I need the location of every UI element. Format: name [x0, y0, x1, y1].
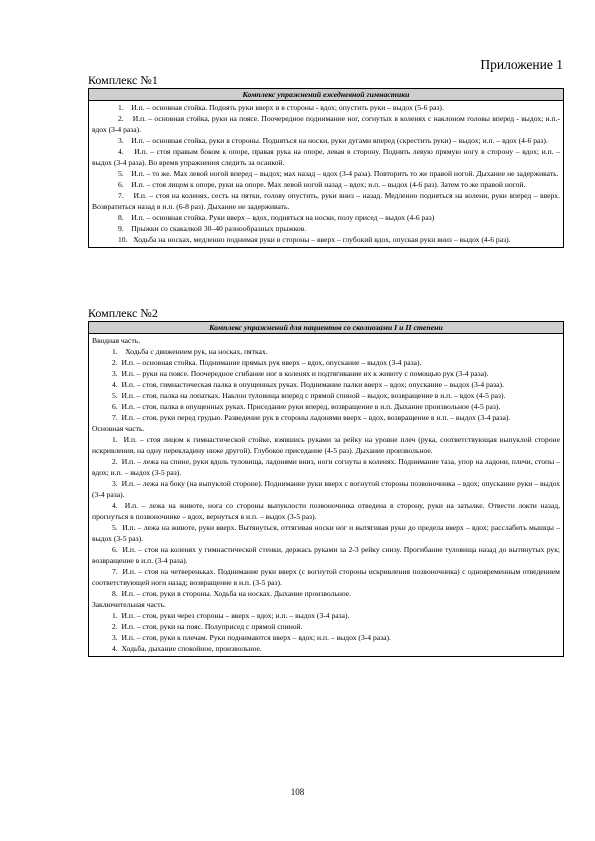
complex-1-body: [89, 101, 563, 247]
intro-item: 4. И.п. – стоя, гимнастическая палка в опущенных руках. Поднимание палки вверх – вдох; опускание – выдох (3-4 раза).: [112, 380, 504, 389]
intro-item: 3. И.п. – руки на поясе. Поочередное сгибание ног в коленях и подтягивание их к животу с помощью рук (3-4 раза).: [112, 369, 489, 378]
final-item: 2. И.п. – стоя, руки на пояс. Полуприсед с прямой спиной.: [112, 622, 303, 631]
complex-1-item: 1. И.п. – основная стойка. Поднять руки вверх и в стороны - вдох; опустить руки – выдох (5-6 раз).: [118, 103, 444, 112]
complex-1-item: 8. И.п. – основная стойка. Руки вверх – вдох, подняться на носки, полу присед – выдох (4-6 раз): [118, 213, 435, 222]
intro-item: 2. И.п. – основная стойка. Поднимание прямых рук вверх – вдох, опускание – выдох (3-4 раза).: [112, 358, 422, 367]
complex-1-item: 10. Ходьба на носках, медленно поднимая руки в стороны – вверх – глубокий вдох, опуская руки вниз – выдох (4-6 раз).: [118, 235, 511, 244]
complex-1-item: 7. И.п. – стоя на коленях, сесть на пятки, голову опустить, руки вниз – назад. Медленно подняться на колени, руки вперед – вверх. Возвратиться назад в и.п. (6-8 раз). Дыхание не задерживать.: [92, 191, 560, 211]
main-item: 3. И.п. – лежа на боку (на выпуклой стороне). Поднимание руки вверх с вогнутой стороны позвоночника – вдох; опускание руки – выдох (3-4 раза).: [92, 479, 560, 499]
main-item: 5. И.п. – лежа на животе, руки вверх. Вытянуться, оттягивая носки ног и вытягивая руки до предела вверх – вдох; расслабить мышцы – выдох (3-5 раз).: [92, 523, 560, 543]
complex-1-item: 4. И.п. – стоя правым боком к опоре, правая рука на опоре, левая в сторону. Поднять левую прямую ногу в сторону – вдох; и.п. – выдох (3-4 раза). Во время упражнения следить за осанкой.: [92, 147, 560, 167]
intro-item: 7. И.п. – стоя, руки перед грудью. Разведение рук в стороны ладонями вверх – вдох, возвращение в и.п. – выдох (3-4 раза).: [112, 413, 511, 422]
intro-item: 5. И.п. – стоя, палка на лопатках. Наклон туловища вперед с прямой спиной – выдох, возвращение в и.п. – вдох (4-5 раз).: [112, 391, 506, 400]
complex-1-item: 9. Прыжки со скакалкой 30–40 разнообразных прыжков.: [118, 224, 307, 233]
final-item: 1. И.п. – стоя, руки через стороны – вверх – вдох; и.п. – выдох (3-4 раза).: [112, 611, 350, 620]
page-number: 108: [290, 787, 305, 797]
final-item: 3. И.п. – стоя, руки к плечам. Руки поднимаются вверх – вдох; и.п. – выдох (3-4 раза).: [112, 633, 391, 642]
complex-1-table: [88, 88, 564, 248]
intro-item: 6. И.п. – стоя, палка в опущенных руках. Приседание руки вперед, возвращение в и.п. Дыхание произвольное (4-5 раз).: [112, 402, 501, 411]
main-item: 4. И.п. – лежа на животе, нога со стороны выпуклости позвоночника отведена в сторону, руки на затылке. Отвести локти назад, прогнуться в позвоночнике – вдох, вернуться в и.п. – выдох (3-5 раз).: [92, 501, 560, 521]
final-item: 4. Ходьба, дыхание спокойное, произвольное.: [112, 644, 262, 653]
complex-2-body: [89, 334, 563, 656]
main-item: 2. И.п. – лежа на спине, руки вдоль туловища, ладонями вниз, ноги согнуты в коленях. Поднимание таза, упор на ладони, плечи, стопы – вдох; и.п. – выдох (3-5 раз).: [92, 457, 560, 477]
complex-1-item: 3. И.п. – основная стойка, руки в стороны. Подняться на носки, руки дугами вперед (скрестить руки) – выдох; и.п. – вдох (4-6 раз).: [118, 136, 548, 145]
complex-1-item: 2. И.п. – основная стойка, руки на поясе. Поочередное поднимание ног, согнутых в коленях с наклоном головы вперед - выдох; и.п.- вдох (3-4 раза).: [92, 114, 560, 134]
main-item: 7. И.п. – стоя на четвереньках. Поднимание руки вверх (с вогнутой стороны искривления позвоночника) с одновременным отведением соответствующей ноги назад; возвращение в и.п. (3-5 раз).: [92, 567, 560, 587]
complex-1-item: 5. И.п. – то же. Мах левой ногой вперед – выдох; мах назад – вдох (3-4 раза). Повторить то же правой ногой. Дыхание не задерживать.: [118, 169, 559, 178]
complex-1-header: Комплекс упражнений ежедневной гимнастики: [89, 89, 563, 101]
intro-section-title: Вводная часть.: [92, 336, 141, 345]
main-item: 6. И.п. – стоя на коленях у гимнастической стенки, держась руками за 2-3 рейку снизу. Прогибание туловища назад до вытянутых рук; возвращение в и.п. (3-4 раза).: [92, 545, 560, 565]
intro-item: 1. Ходьба с движением рук, на носках, пятках.: [112, 347, 268, 356]
main-item: 1. И.п. – стоя лицом к гимнастической стойке, взявшись руками за рейку на уровне плеч (рука, соответствующая выпуклой стороне искривления, на одну перекладину ниже другой). Глубокое приседание (4-5 раз). Дыхание произвольное.: [92, 435, 560, 455]
complex-2-header: Комплекс упражнений для пациентов со сколиозами I и II степени: [89, 322, 563, 334]
appendix-title: Приложение 1: [480, 57, 563, 72]
complex-1-item: 6. И.п. – стоя лицом к опоре, руки на опоре. Мах левой ногой назад – вдох; и.п. – выдох (4-6 раз). Затем то же правой ногой.: [118, 180, 526, 189]
complex-1-label: Комплекс №1: [88, 73, 158, 87]
main-item: 8. И.п. – стоя, руки в стороны. Ходьба на носках. Дыхание произвольное.: [112, 589, 352, 598]
final-section-title: Заключительная часть.: [92, 600, 166, 609]
complex-2-table: [88, 321, 564, 657]
complex-2-label: Комплекс №2: [88, 306, 158, 320]
main-section-title: Основная часть.: [92, 424, 145, 433]
